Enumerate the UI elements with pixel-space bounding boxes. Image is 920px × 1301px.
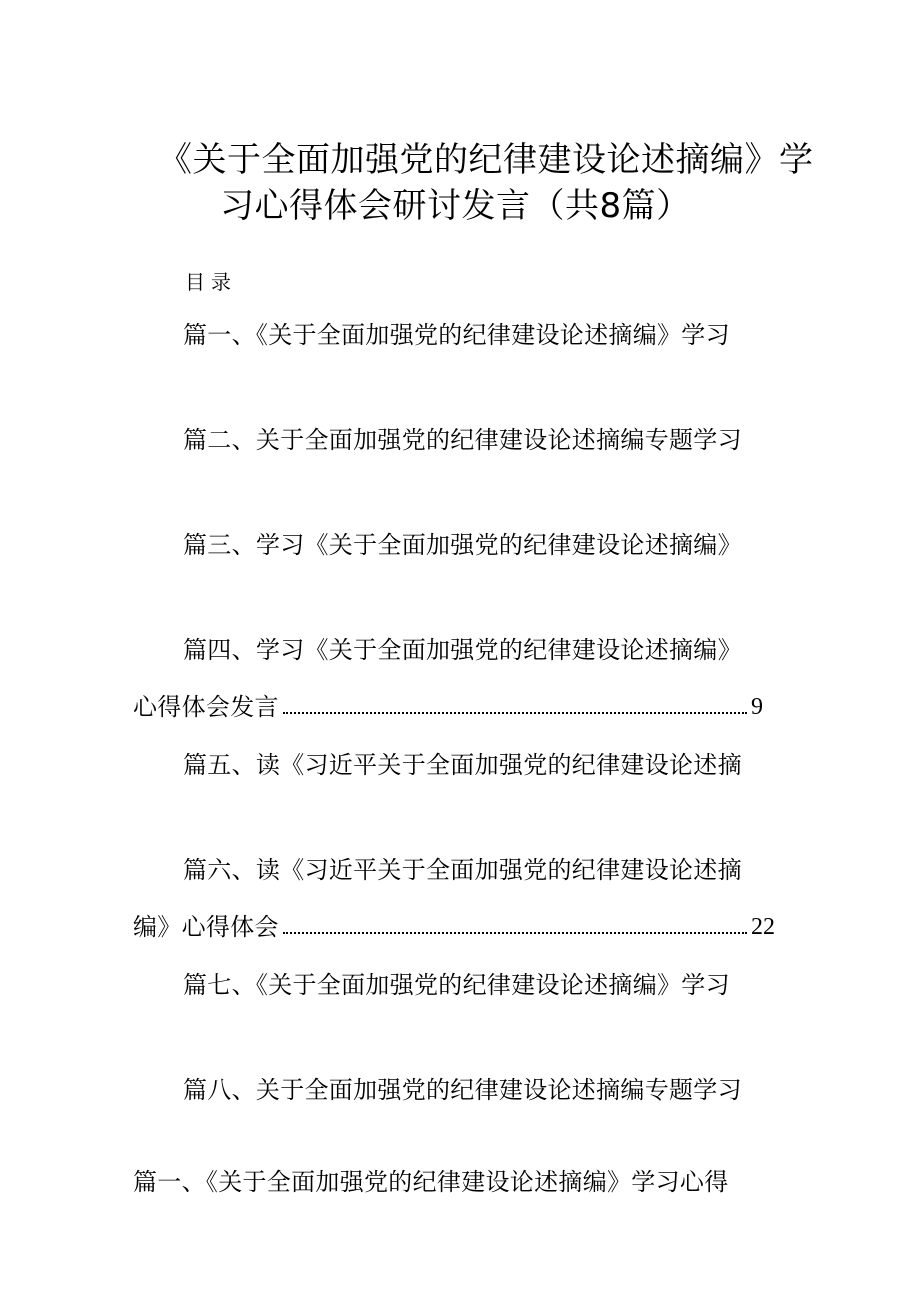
toc-entry-8[interactable]: 篇八、关于全面加强党的纪律建设论述摘编专题学习	[183, 1076, 742, 1104]
toc-entry-6[interactable]: 篇六、读《习近平关于全面加强党的纪律建设论述摘	[183, 856, 742, 884]
document-title-line-2: 习心得体会研讨发言（共8篇）	[220, 186, 691, 226]
toc-entry-4-continuation-text: 心得体会发言	[133, 693, 279, 721]
toc-entry-7[interactable]: 篇七、《关于全面加强党的纪律建设论述摘编》学习	[183, 971, 730, 999]
document-title-line-1: 《关于全面加强党的纪律建设论述摘编》学	[158, 140, 814, 180]
toc-entry-4-page-number: 9	[751, 694, 763, 720]
leader-dots	[283, 712, 747, 714]
toc-entry-1[interactable]: 篇一、《关于全面加强党的纪律建设论述摘编》学习	[183, 321, 730, 349]
toc-entry-4-continuation[interactable]	[133, 692, 763, 722]
toc-entry-2[interactable]: 篇二、关于全面加强党的纪律建设论述摘编专题学习	[183, 426, 742, 454]
leader-dots	[283, 932, 747, 934]
toc-entry-6-continuation[interactable]	[133, 912, 775, 942]
toc-entry-5[interactable]: 篇五、读《习近平关于全面加强党的纪律建设论述摘	[183, 751, 742, 779]
toc-entry-4[interactable]: 篇四、学习《关于全面加强党的纪律建设论述摘编》	[183, 636, 742, 664]
toc-entry-6-page-number: 22	[751, 914, 775, 940]
section-heading: 篇一、《关于全面加强党的纪律建设论述摘编》学习心得	[133, 1168, 729, 1196]
toc-entry-3[interactable]: 篇三、学习《关于全面加强党的纪律建设论述摘编》	[183, 531, 742, 559]
toc-entry-6-continuation-text: 编》心得体会	[133, 913, 279, 941]
toc-heading: 目录	[185, 270, 237, 294]
